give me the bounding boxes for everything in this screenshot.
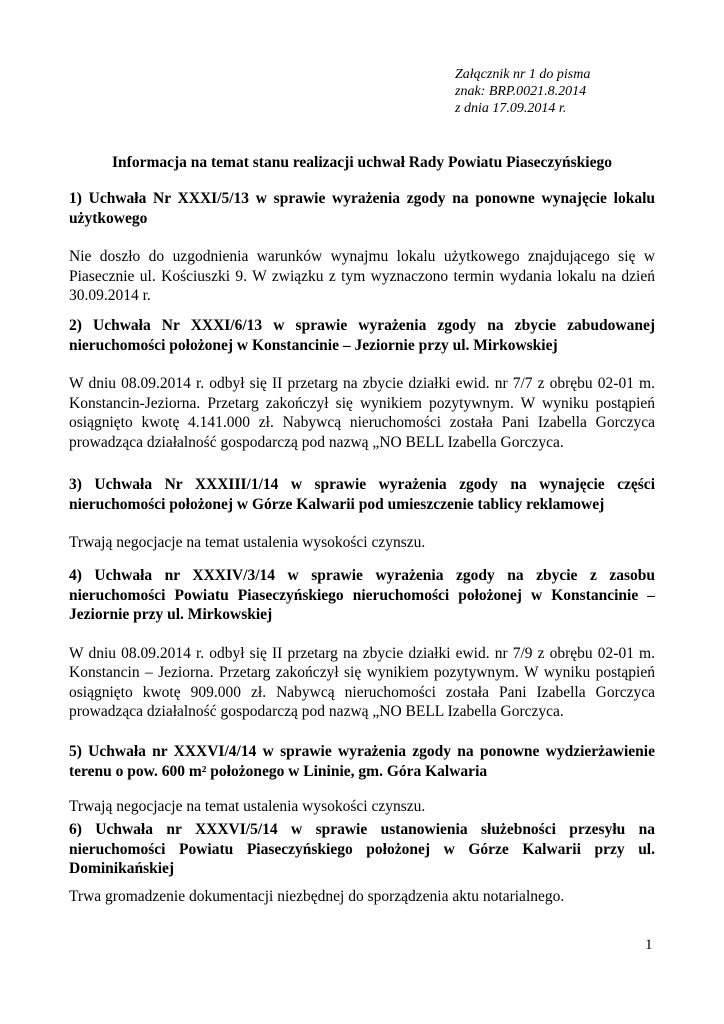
section-body: W dniu 08.09.2014 r. odbył się II przetarg na zbycie działki ewid. nr 7/7 z obrębu 02-01 m. Konstancin-Jeziorna. Przetarg zakończył się wynikiem pozytywnym. W wyniku postąpień osiągnięto kwotę 4.141.000 zł. Nabywcą nieruchomości została Pani Izabella Gorczyca prowadząca działalność gospodarczą pod nazwą „NO BELL Izabella Gorczyca.: [69, 375, 655, 451]
section-heading: 5) Uchwała nr XXXVI/4/14 w sprawie wyrażenia zgody na ponowne wydzierżawienie terenu o pow. 600 m² położonego w Lininie, gm. Góra Kalwaria: [69, 743, 655, 780]
section-heading: 2) Uchwała Nr XXXI/6/13 w sprawie wyrażenia zgody na zbycie zabudowanej nieruchomości położonej w Konstancinie – Jeziornie przy ul. Mirkowskiej: [69, 317, 655, 354]
section-4: [69, 566, 655, 722]
section-body: Trwają negocjacje na temat ustalenia wysokości czynszu.: [69, 798, 426, 815]
reference-date: z dnia 17.09.2014 r.: [455, 101, 567, 116]
reference-block: [455, 66, 590, 117]
section-body: W dniu 08.09.2014 r. odbył się II przetarg na zbycie działki ewid. nr 7/9 z obrębu 02-01 m. Konstancin – Jeziorna. Przetarg zakończył się wynikiem pozytywnym. W wyniku postąpień osiągnięto kwotę 909.000 zł. Nabywcą nieruchomości została Pani Izabella Gorczyca prowadząca działalność gospodarczą pod nazwą „NO BELL Izabella Gorczyca.: [69, 644, 655, 720]
section-3: [69, 475, 655, 553]
section-body: Nie doszło do uzgodnienia warunków wynajmu lokalu użytkowego znajdującego się w Piasecznie ul. Kościuszki 9. W związku z tym wyznaczono termin wydania lokalu na dzień 30.09.2014 r.: [69, 248, 655, 304]
document-title: Informacja na temat stanu realizacji uchwał Rady Powiatu Piaseczyńskiego: [112, 154, 612, 171]
section-1: [69, 189, 655, 306]
section-heading: 3) Uchwała Nr XXXIII/1/14 w sprawie wyrażenia zgody na wynajęcie części nieruchomości położonej w Górze Kalwarii pod umieszczenie tablicy reklamowej: [69, 476, 655, 513]
section-2: [69, 316, 655, 452]
section-heading: 1) Uchwała Nr XXXI/5/13 w sprawie wyrażenia zgody na ponowne wynajęcie lokalu użytkowego: [69, 190, 655, 227]
section-body: Trwa gromadzenie dokumentacji niezbędnej do sporządzenia aktu notarialnego.: [69, 887, 565, 905]
section-body: Trwają negocjacje na temat ustalenia wysokości czynszu.: [69, 534, 426, 551]
section-heading: 4) Uchwała nr XXXIV/3/14 w sprawie wyrażenia zgody na zbycie z zasobu nieruchomości Powiatu Piaseczyńskiego nieruchomości położonej w Konstancinie – Jeziornie przy ul. Mirkowskiej: [69, 567, 655, 623]
section-6: [69, 820, 655, 906]
page-number: 1: [645, 937, 653, 953]
reference-sign: znak: BRP.0021.8.2014: [455, 84, 587, 99]
section-heading: 6) Uchwała nr XXXVI/5/14 w sprawie ustanowienia służebności przesyłu na nieruchomości Powiatu Piaseczyńskiego położonej w Górze Kalwarii przy ul. Dominikańskiej: [69, 821, 655, 877]
reference-attachment: Załącznik nr 1 do pisma: [455, 67, 591, 82]
section-5: [69, 742, 655, 817]
